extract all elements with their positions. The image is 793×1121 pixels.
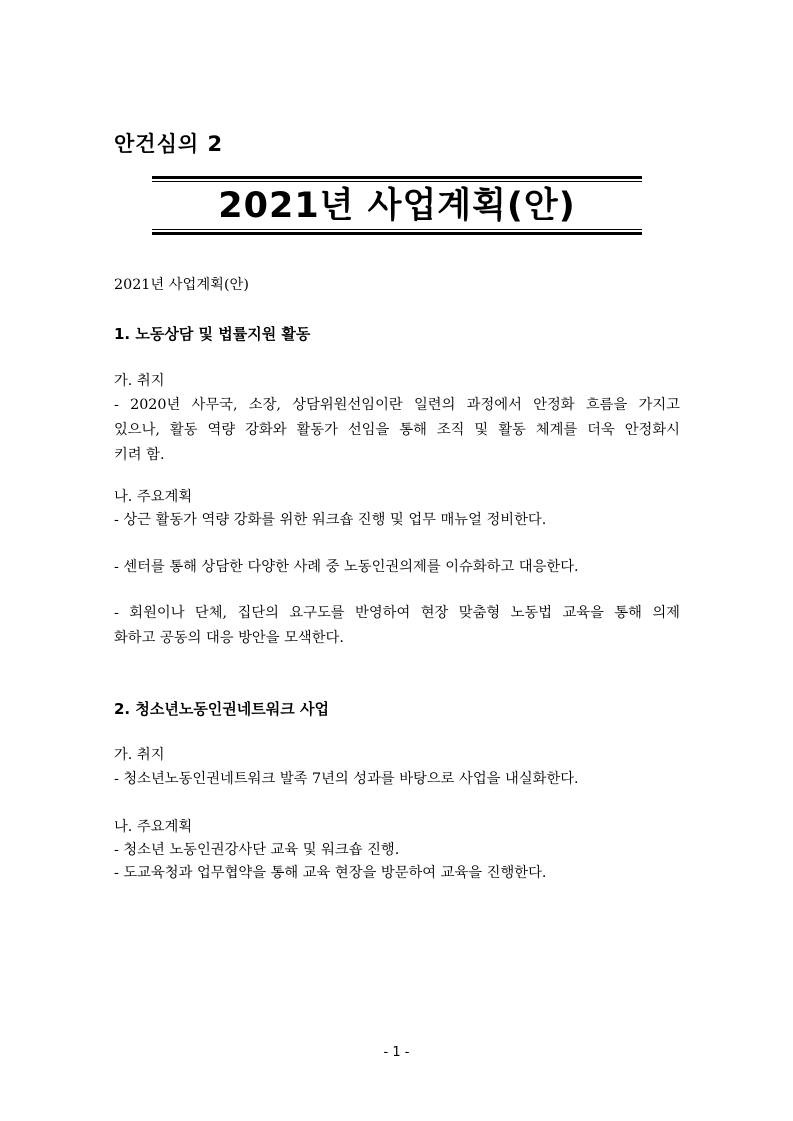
title-bottom-rule	[152, 232, 642, 235]
plan-item-line: 화하고 공동의 대응 방안을 모색한다.	[114, 630, 344, 646]
plan-item	[114, 601, 680, 651]
section-2-purpose-text: - 청소년노동인권네트워크 발족 7년의 성과를 바탕으로 사업을 내실화한다.	[114, 771, 579, 787]
purpose-line: 키려 함.	[114, 447, 165, 463]
plan-item: - 도교육청과 업무협약을 통해 교육 현장을 방문하여 교육을 진행한다.	[114, 865, 547, 881]
section-1-plan-label: 나. 주요계획	[114, 489, 193, 505]
section-1-purpose-text	[114, 393, 680, 468]
section-2-plan-label: 나. 주요계획	[114, 819, 193, 835]
purpose-line: 있으나, 활동 역량 강화와 활동가 선임을 통해 조직 및 활동 체계를 더욱 안정화시	[114, 422, 680, 438]
section-2-heading: 2. 청소년노동인권네트워크 사업	[114, 700, 329, 718]
section-1-heading: 1. 노동상담 및 법률지원 활동	[114, 325, 311, 343]
purpose-line: - 2020년 사무국, 소장, 상담위원선임이란 일련의 과정에서 안정화 흐름을 가지고	[114, 397, 680, 413]
plan-item: - 청소년 노동인권강사단 교육 및 워크숍 진행.	[114, 842, 400, 858]
title-box	[152, 176, 642, 236]
page-title: 2021년 사업계획(안)	[218, 186, 576, 226]
plan-item: - 센터를 통해 상담한 다양한 사례 중 노동인권의제를 이슈화하고 대응한다.	[114, 559, 579, 575]
document-subtitle: 2021년 사업계획(안)	[114, 277, 249, 293]
plan-item: - 상근 활동가 역량 강화를 위한 워크숍 진행 및 업무 매뉴얼 정비한다.	[114, 512, 547, 528]
agenda-label: 안건심의 2	[114, 132, 224, 156]
title-top-rule	[152, 176, 642, 179]
page-number: - 1 -	[383, 1045, 410, 1060]
plan-item-line: - 회원이나 단체, 집단의 요구도를 반영하여 현장 맞춤형 노동법 교육을 통해 의제	[114, 605, 680, 621]
section-1-purpose-label: 가. 취지	[114, 373, 165, 389]
title-bottom-rule-thin	[152, 229, 642, 230]
section-2-purpose-label: 가. 취지	[114, 747, 165, 763]
title-top-rule-thin	[152, 181, 642, 182]
